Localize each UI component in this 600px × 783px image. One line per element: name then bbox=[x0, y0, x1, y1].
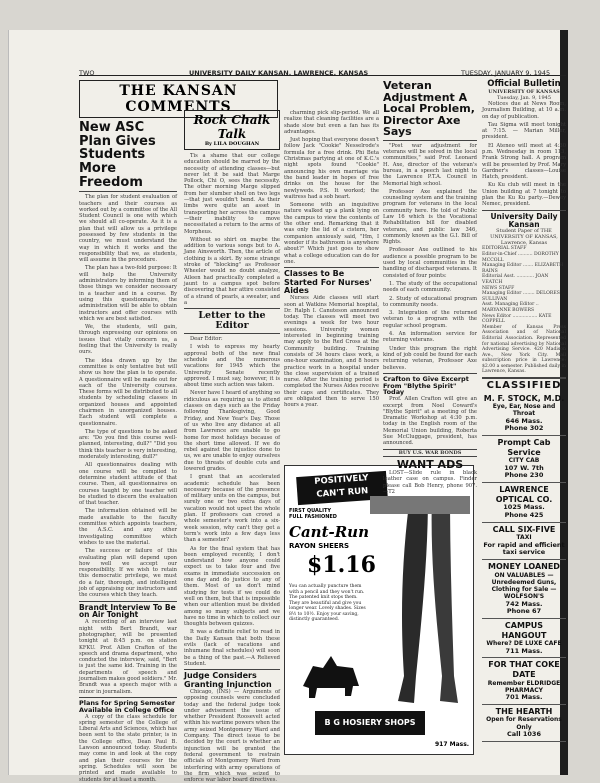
staff-line: Editorial Asst. ............ JOAN VEATCH bbox=[482, 274, 549, 285]
staff-list bbox=[482, 246, 566, 324]
divider bbox=[383, 140, 477, 141]
newspaper-page bbox=[8, 30, 568, 783]
rock-chalk-paragraph: Just hoping that everyone doesn't follow Jack "Cookie" Nesselrode's formula for a free drink. Phi Beta Christmas partying at one of K.C.'s night spots found "Cookie" announcing his own marriage via the band leader in hopes of free drinks on the house for the newlyweds. P.S. It worked; the waitress had a sob heart. bbox=[284, 137, 379, 200]
lead-paragraph: All questionnaires dealing with one course will be compiled to determine student attitude of that course. Then, all questionnaires on courses taught by one teacher will be studied to discern the evaluation of that teacher. bbox=[79, 462, 177, 507]
classified-detail: Where? DE LUXE CAFE bbox=[486, 640, 562, 648]
classes-body: Nurses Aide classes will start soon at Watkins Memorial hospital, Dr. Ralph I. Canuteson announced today. The classes will meet two evenings a week for two hour sessions. University women interested in beginning training may apply to the Red Cross at the Community building. Training consists of 34 hours class work, a one-hour examination, and 8 hours practice work in a hospital under the close supervision of a trained nurse. After the training period is completed the Nurses Aides receive their caps and certificates. They are obligated then to serve 150 hours a year. bbox=[284, 295, 379, 409]
staff-line: NEWS STAFF bbox=[482, 285, 515, 291]
classified-name: LAWRENCE OPTICAL CO. bbox=[495, 485, 553, 504]
classified-addr: Call 1036 bbox=[507, 729, 541, 738]
classified-name: CAMPUS HANGOUT bbox=[501, 621, 547, 640]
veteran-paragraph: "Post war adjustment for veterans will be solved in the local communities," said Prof. Leonard H. Axe, director of the veteran's bureau, in a speech last night to the Lawrence P.T.A. Council in Memorial high school. bbox=[383, 142, 477, 187]
plans-body: A copy of the class schedule for spring semester of the College of Liberal Arts and Sciences, which has been sent to the state printer, is in the College office, Dean Paul B. Lawson announced today. Students may come in and look at the copy and plan their courses for the spring. Schedules will soon be printed and made available to students for at least a month. bbox=[79, 713, 177, 783]
letter-headline: Letter to the Editor bbox=[198, 310, 266, 332]
plans-headline: Plans for Spring Semester Available in College Office bbox=[79, 698, 176, 714]
classified-headline: CLASSIFIED bbox=[486, 380, 562, 392]
ad-copy: You can actually puncture them with a pencil and they won't run. The patented knit stops them. They are beautiful and give you longer wear. Lovely shades. Sizes 8½ to 10½. Enjoy your saving, distinctly guaranteed. bbox=[289, 584, 366, 622]
classified-detail: ON VALUABLES — Unredeemed Guns, Clothing for Sale — WOLFSON'S bbox=[491, 571, 557, 601]
ad-line-3: FIRST QUALITY bbox=[289, 508, 331, 514]
ad-product: RAYON SHEERS bbox=[289, 542, 350, 550]
divider bbox=[284, 267, 379, 268]
divider bbox=[79, 697, 177, 698]
crafton-headline: Crafton to Give Excerpt From "Blythe Spirit" Today bbox=[383, 374, 469, 397]
column-bulletin-classified bbox=[482, 80, 566, 770]
classified-phone: Phone 302 bbox=[504, 424, 544, 433]
classified-name: Prompt Cab Service bbox=[497, 438, 551, 457]
classified-detail: Open for Reservations Only bbox=[486, 716, 562, 731]
column-title: Rock Chalk Talk bbox=[193, 113, 271, 141]
lead-editorial-body bbox=[79, 194, 177, 598]
veteran-paragraph: Professor Axe explained the counseling system and the training program for veterans in the local community here. He told of Public Law 16 which is the Vocational Rehabilitation bill for disabled veterans, and public law 346, commonly known as the G.I. Bill of Rights. bbox=[383, 188, 477, 246]
letter-paragraph: I grant that an accelerated academic schedule has been necessary because of the presence of military units on the campus, but surely one or two extra days of vacation would not upset the whole plan. If professors can crowd a whole semester's work into a six-week session, why can't they get a term's work into a few days less than a semester? bbox=[184, 474, 280, 544]
divider bbox=[184, 308, 280, 309]
rock-chalk-body bbox=[184, 153, 280, 306]
judge-body: Chicago, (INS) — Arguments of opposing counsels were concluded today and the federal judge took under advisement the issue of whether President Roosevelt acted within his wartime powers when the army seized Montgomery Ward and Company. The direct issue to be decided by the court is whether an injunction will be granted the federal government to restrain officials of Montgomery Ward from interfering with army operations of the firm which was seized to enforce war labor board directives. bbox=[184, 688, 280, 783]
staff-line: EDITORIAL STAFF bbox=[482, 246, 527, 252]
classified-addr: 742 Mass. bbox=[505, 599, 543, 608]
ad-line-4: FULL FASHIONED bbox=[289, 514, 337, 520]
letter-paragraph: I wish to express my hearty approval both of the new final schedule and the numerous vacations for 1945 which the University Senate recently approved. I must say, however, it is about time such action was taken. bbox=[184, 344, 280, 389]
divider bbox=[79, 191, 177, 192]
veteran-body bbox=[383, 143, 477, 371]
folio-rule bbox=[79, 75, 566, 76]
lead-paragraph: The plan for student evaluation of teachers and their courses as worked out by a committee of the All Student Council is one with which we should all co-operate. As it is a plan that will allow us a privilege possessed by few students in the country, we must understand the way in which it works and the responsibility that we, as students, will assume in the procedure. bbox=[79, 194, 177, 264]
war-bonds-filler: BUY U.S. WAR BONDS bbox=[383, 449, 477, 457]
veteran-paragraph: Professor Axe outlined to his audience a possible program to be used by local communities in the handling of discharged veterans. It consisted of four points: bbox=[383, 247, 477, 279]
column-veterans bbox=[383, 79, 477, 496]
column-rock-chalk bbox=[184, 110, 280, 783]
rock-chalk-paragraph: Someone with an inquisitive nature walked up a plank lying on the campus to view the contents of the other end. Remarking that it was only the lid of a cistern, her companion anxiously said, "Hm, I wonder if its bathroom is anywhere about?" Which just goes to show what a college education can do for one. bbox=[284, 202, 379, 265]
staff-line: Asst. Managing Editor .. MARYANNE BOWERS bbox=[482, 302, 539, 313]
rock-chalk-paragraph: Without so shirt on maybe the addition to various songs but to A. Jane Ainsworth. Then, the article of clothing is a skirt. By some strange stroke of "blocking" as Professor Wheeler would no doubt analyze, Aileen had practically completed a jaunt to a campus spot before discovering that her attire consisted of a strand of pearls, a sweater, and a bbox=[184, 236, 280, 306]
lead-paragraph: The idea drawn up by the committee is only tentative but will show us how the plan is to operate. A questionnaire will be made out for each of the University courses. These forms will be distributed to all students by scheduling classes in organized houses and appointed chairmen in unorganized houses. Each student will complete a questionnaire. bbox=[79, 357, 177, 427]
folio-page-number: TWO bbox=[79, 69, 95, 77]
classified-detail: Eye, Ear, Nose and Throat bbox=[492, 403, 556, 418]
bulletin-date: Tuesday, Jan. 9, 1945 bbox=[496, 94, 552, 101]
judge-headline: Judge Considers Granting Injunction bbox=[184, 671, 272, 689]
classified-ad bbox=[482, 705, 566, 742]
classified-phone: 701 Mass. bbox=[505, 692, 543, 701]
classified-addr: 646 Mass. bbox=[505, 416, 543, 425]
lead-paragraph: We, the students, will gain, through expressing our opinions on issues that vitally concern us, a feeling that the University is really ours. bbox=[79, 324, 177, 356]
divider bbox=[482, 210, 566, 211]
classes-headline: Classes to Be Started For Nurses' Aides bbox=[284, 269, 372, 295]
staff-line: Managing Editor ....... ELIZABETH RAINS bbox=[482, 263, 564, 274]
udk-subtitle: Student Paper of THE UNIVERSITY OF KANSAS, Lawrence, Kansas bbox=[490, 228, 558, 247]
classified-phone: Phone 230 bbox=[504, 471, 544, 480]
classified-ad bbox=[482, 392, 566, 437]
classified-phone: Phone 67 bbox=[506, 607, 542, 616]
bulletin-notice: Notices due at News Room, Journalism Building, at 10 a.m. on day of publication. bbox=[482, 100, 566, 120]
classified-ad bbox=[482, 523, 566, 560]
bulletin-subtitle: UNIVERSITY OF KANSAS bbox=[488, 88, 560, 95]
bulletin-body bbox=[482, 101, 566, 208]
brandt-body: A recording of an interview last night with Bert Brandt, war photographer, will be presented tonight at 8:45 p.m. on station KFKU. Prof. Allen Crafton of the speech and drama department, who conducted the interview, said, "Bert is just the same kid. Training in the departments of speech and journalism makes good soldiers." Mr. Brandt was a speech major with a minor in journalism. bbox=[79, 619, 177, 695]
divider bbox=[184, 669, 280, 670]
udk-headline: University Daily Kansan bbox=[490, 211, 558, 229]
letter-body bbox=[184, 336, 280, 667]
divider bbox=[383, 373, 477, 374]
banner-title: THE KANSAN COMMENTS bbox=[119, 83, 238, 115]
classified-name: MONEY LOANED bbox=[488, 562, 560, 572]
classified-addr: 107 W. 7th bbox=[504, 463, 544, 472]
folio-paper-title: UNIVERSITY DAILY KANSAN, LAWRENCE, KANSAS bbox=[189, 69, 369, 77]
classified-detail: Remember ELDRIDGE PHARMACY bbox=[487, 679, 561, 694]
classified-name: CALL SIX-FIVE bbox=[492, 524, 556, 534]
veteran-paragraph: 2. Study of educational program to community needs. bbox=[383, 295, 477, 308]
divider bbox=[482, 377, 566, 379]
veteran-paragraph: 4. An information service for returning veterans. bbox=[383, 331, 477, 344]
hosiery-advertisement bbox=[284, 465, 474, 755]
legs-illustration bbox=[370, 496, 472, 721]
letter-paragraph: It was a definite relief to read in the Daily Kansan that both these evils (lack of vacations and inhumane final schedules) will soon be a thing of the past.—A Relieved Student. bbox=[184, 629, 280, 667]
classified-list bbox=[482, 392, 566, 742]
bulletin-notice: Ku Ku club will meet in the Union building at 7 tonight to plan the Ku Ku party.—Dewey Nemec, president. bbox=[482, 182, 566, 208]
classified-ad bbox=[482, 658, 566, 704]
ad-line-1: POSITIVELY bbox=[313, 473, 369, 487]
byline: By LILA DOUGHAN bbox=[204, 141, 260, 147]
staff-line: Editor-in-Chief .......... DOROTHY MCCOLL bbox=[482, 252, 559, 263]
store-address: 917 Mass. bbox=[435, 741, 470, 748]
brandt-headline: Brandt Interview To Be on Air Tonight bbox=[79, 602, 176, 620]
staff-line: News Editor ................. KATE COPPELL bbox=[482, 313, 552, 325]
rock-chalk-paragraph: charming pick slip-period. We all realize that cleaning facilities are a shade slow but even a fan has its advantages. bbox=[284, 110, 379, 135]
divider bbox=[184, 333, 280, 334]
rock-chalk-continued bbox=[284, 110, 379, 265]
classified-phone: Phone 425 bbox=[504, 511, 544, 520]
crafton-body: Prof. Allen Crafton will give an excerpt from Noel Coward's "Blythe Spirit" at a meeting of the Dramatic Workshop at 4:30 p.m. today in the English room of the Memorial Union building, Roberta Sue McCluggage, president, has announced. bbox=[383, 396, 477, 447]
classified-phone: taxi service bbox=[502, 548, 546, 557]
classified-addr: 711 Mass. bbox=[505, 646, 543, 655]
letter-paragraph: Dear Editor: bbox=[190, 336, 223, 343]
lead-paragraph: The success or failure of this evaluating plan will depend upon how well we accept our responsibility. If we wish to retain this democratic privilege, we must do a fair, thorough, and intelligent job of appraising our instructors and the courses which they teach. bbox=[79, 548, 177, 599]
classified-addr: For rapid and efficient bbox=[483, 540, 565, 549]
lead-editorial-headline: New ASC Plan Gives Students More Freedom bbox=[79, 120, 156, 190]
bulletin-notice: El Ateneo will meet at 4:30 p.m. Wednesday in room 113, Frank Strong hall. A program will be presented by Prof. Mary Gardner's classes—Louise Hatch, president. bbox=[482, 142, 566, 181]
lead-paragraph: The type of questions to be asked are: "Do you find this course well-planned, interesting, dull?" "Did you think this teacher is very interesting, moderately interesting, dull?" bbox=[79, 428, 177, 461]
veteran-paragraph: 1. The study of the occupational needs of each community. bbox=[383, 280, 477, 294]
classified-name: M. F. STOCK, M.D. bbox=[483, 393, 565, 403]
want-ads-headline: WANT ADS bbox=[396, 457, 464, 471]
scottie-dog-icon bbox=[293, 646, 373, 706]
bulletin-notice: Tau Sigma will meet tonight at 7:15. — Marian Miller, president. bbox=[482, 121, 566, 141]
classified-detail: CITY CAB bbox=[508, 457, 540, 465]
lead-paragraph: The plan has a two-fold purpose: It will help the University administrators by informing them of those things we consider necessary in a teacher and in a course. By using this questionnaire, the administration will be able to obtain instructors and offer courses with which we are best satisfied. bbox=[79, 265, 177, 322]
folio-date: TUESDAY, JANUARY 9, 1945 bbox=[461, 69, 551, 77]
classified-detail: TAXI bbox=[516, 534, 532, 542]
want-ad-item: LOST—Slide rule in black leather case on campus. Finder please call Bob Henry, phone 907. —T2 bbox=[383, 470, 477, 496]
divider bbox=[79, 601, 177, 602]
store-logo: B G HOSIERY SHOPS bbox=[315, 711, 425, 735]
classified-ad bbox=[482, 619, 566, 658]
classified-ad bbox=[482, 560, 566, 619]
classified-ad bbox=[482, 483, 566, 523]
veteran-paragraph: 3. Integration of the returned veteran to a program with the regular school program. bbox=[383, 310, 477, 329]
letter-paragraph: As for the final system that has been employed recently, I don't understand how anyone could expect us to take four and five exams in immediate succession on one day and do justice to any of them. Most of us don't mind studying for tests if we could do well on them, but that is impossible when our attention must be divided among so many subjects and we have no time in which to collect our thoughts between quizzes. bbox=[184, 545, 280, 628]
classified-addr: 1025 Mass. bbox=[503, 503, 545, 512]
veteran-headline: Veteran Adjustment A Local Problem, Director Axe Says bbox=[383, 79, 475, 139]
staff-line: Managing Editor ........ DELORES SULLIVAN bbox=[482, 291, 560, 302]
bulletin-headline: Official Bulletin bbox=[487, 79, 561, 89]
ad-price: $1.16 bbox=[307, 552, 376, 578]
classified-name: THE HEARTH bbox=[495, 706, 553, 716]
ad-brand: Cant-Run bbox=[289, 523, 369, 541]
ad-line-2: CAN'T RUN bbox=[316, 486, 369, 500]
lead-paragraph: The information obtained will be made available to the faculty committee which appoints teachers, the A.S.C. and any other investigating committee which wishes to use the material. bbox=[79, 508, 177, 546]
rock-chalk-talk-title bbox=[184, 110, 280, 150]
classified-name: FOR THAT COKE DATE bbox=[488, 660, 560, 679]
letter-paragraph: Never have I heard of anything so ridiculous as requiring us to attend classes on days such as the Friday following Thanksgiving, Good Friday, and New Year's Day. Those of us who live any distance at all from Lawrence are unable to go home for most holidays because of the short time allowed. If we do rebel against the injustice done to us, we are unable to enjoy ourselves due to threats of double cuts and lowered grades. bbox=[184, 390, 280, 472]
rock-chalk-paragraph: Tis a shame that our college education should be marred by the necessity of attending classes—but never let it be said that Marge Pollock, Chi O, sees the necessity. The other morning Marge slipped from her slumber shell on two legs—that just wouldn't bend. As their limbs were quite an asset in transporting her across the campus—their inability to move necessitated a return to the arms of Morpheus. bbox=[184, 153, 280, 235]
classified-ad bbox=[482, 436, 566, 483]
veteran-paragraph: Under this program the right kind of job could be found for each returning veteran, Professor Axe believes. bbox=[383, 345, 477, 371]
press-note: Member of Kansas Press Association and of National Editorial Association. Represented for national advertising by National Advertising Service. 420 Madison Ave., New York City. Mail subscription price in Lawrence: $2.00 a semester. Published daily in Lawrence, Kansas. bbox=[482, 324, 566, 375]
